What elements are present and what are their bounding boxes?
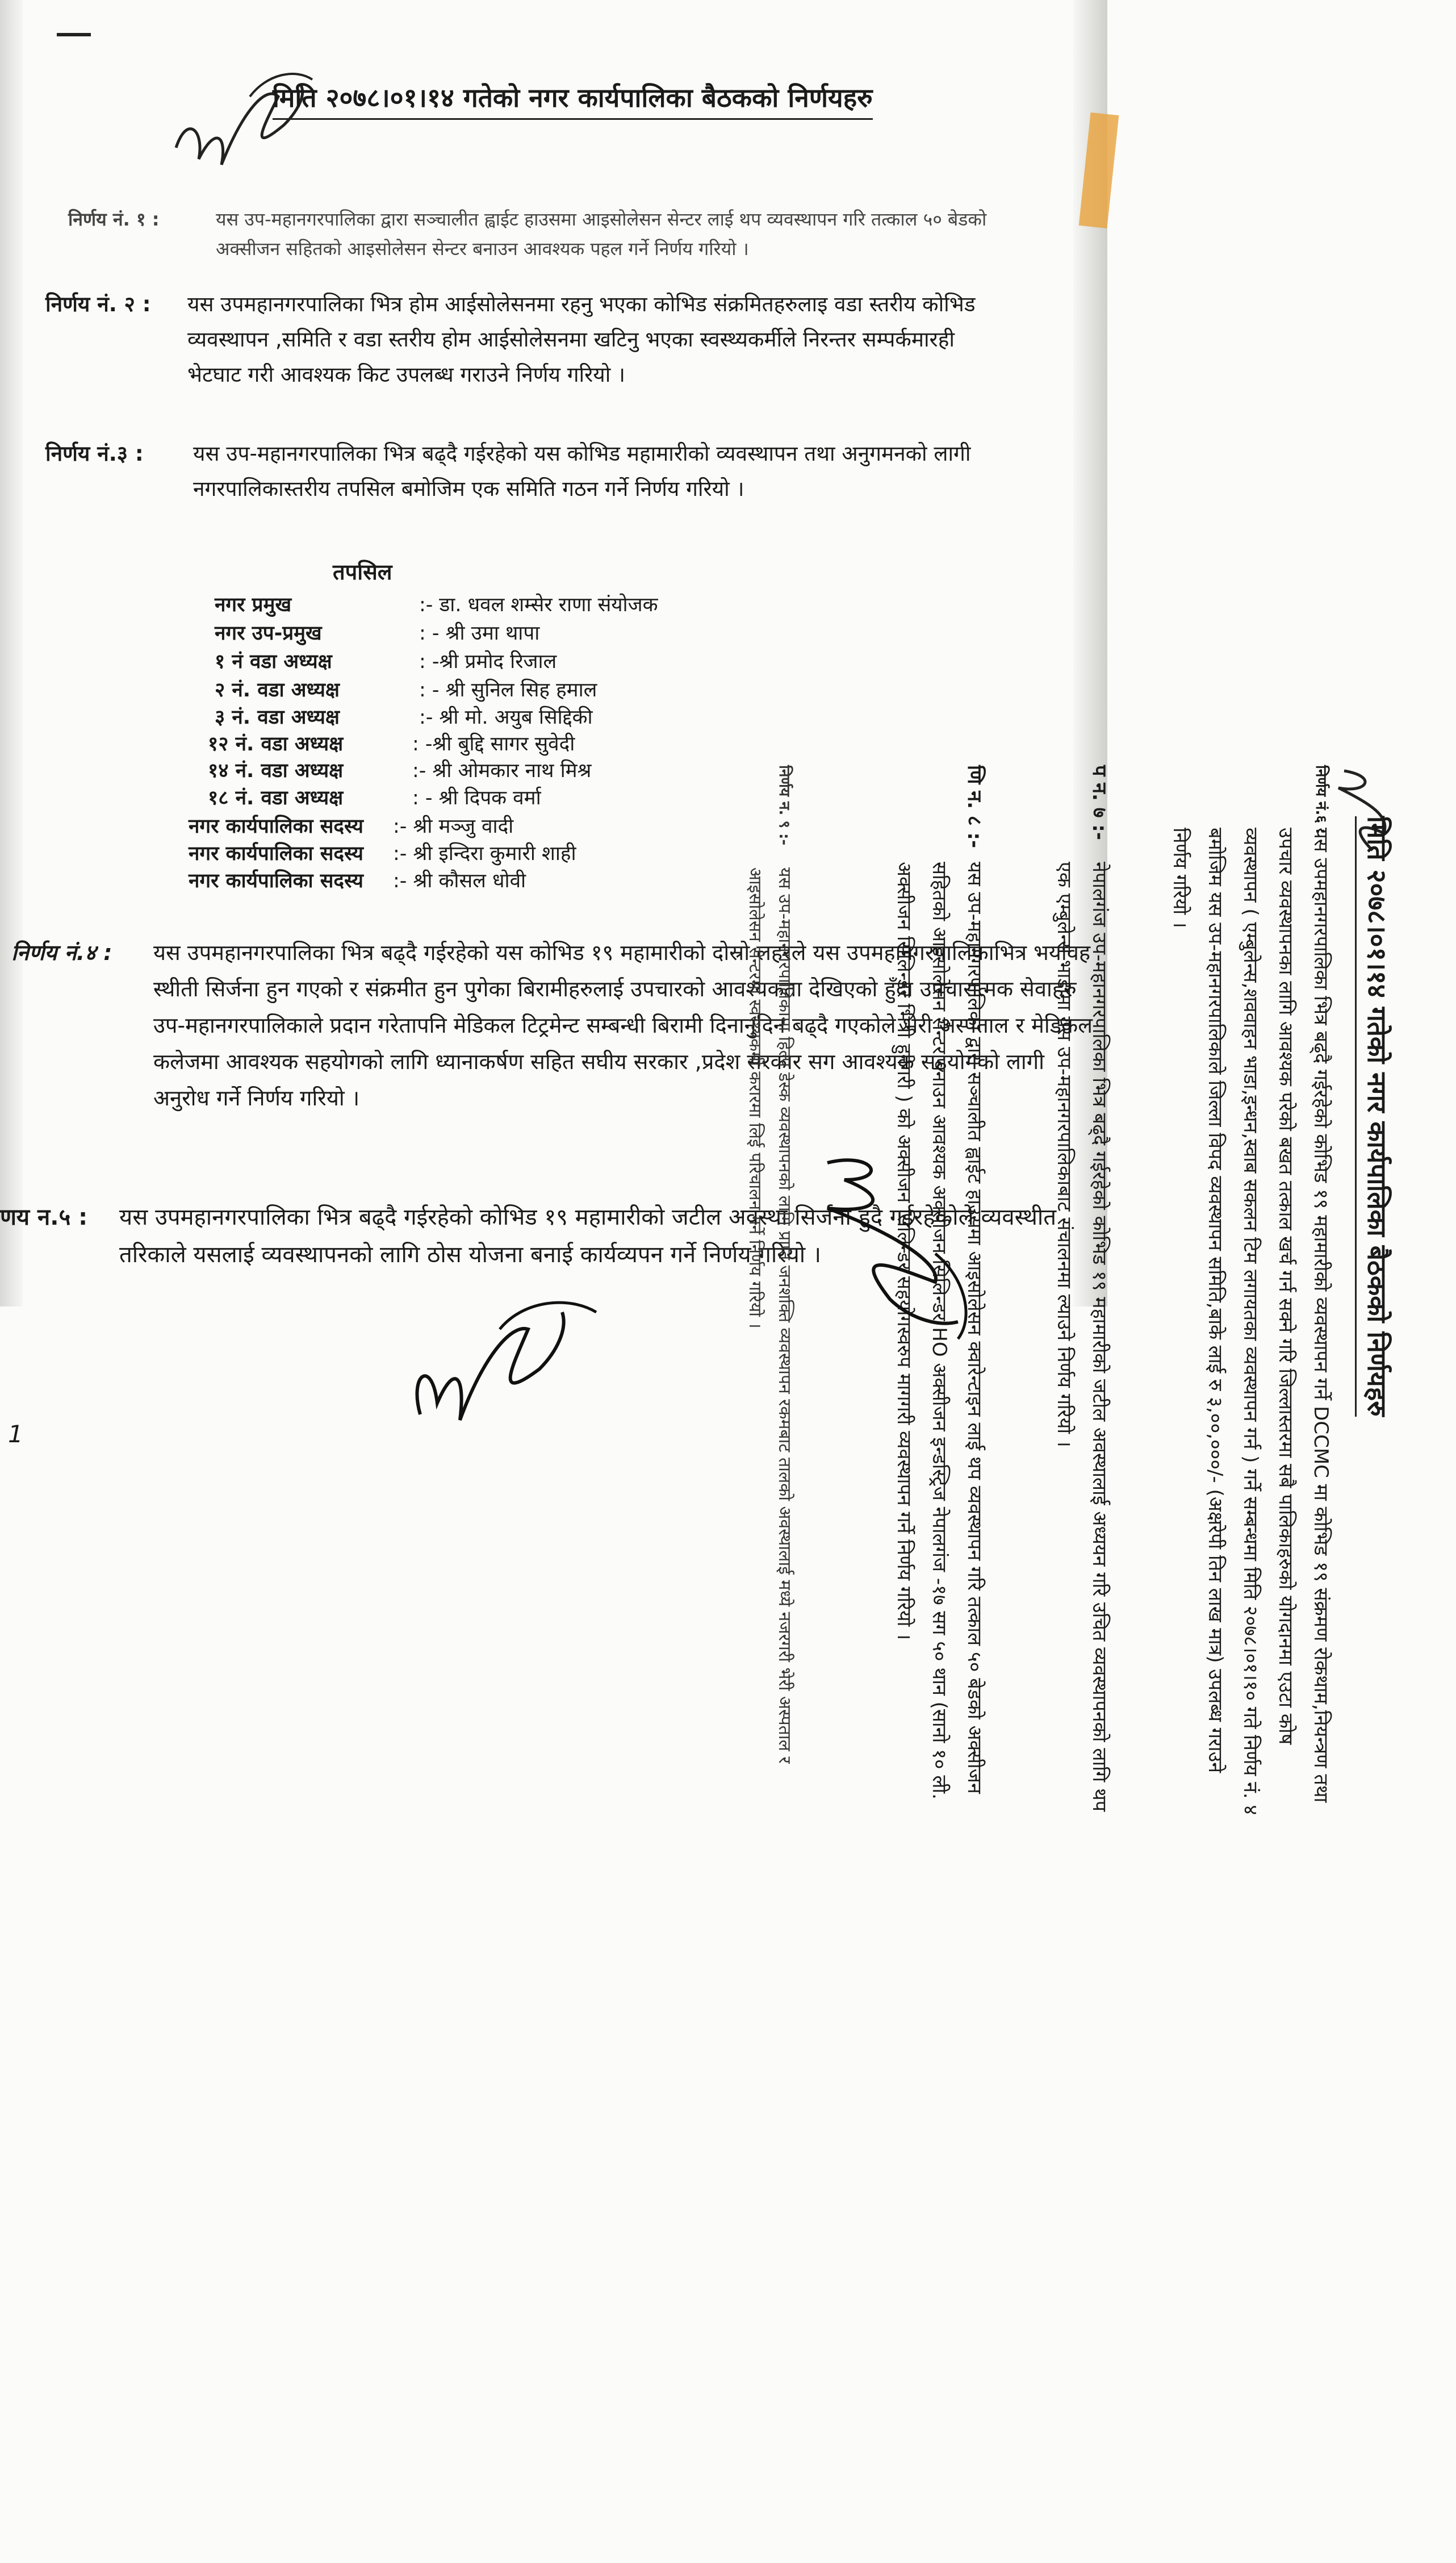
tapsil-role: १८ नं. वडा अध्यक्ष <box>208 787 344 809</box>
tapsil-row <box>215 619 540 646</box>
page-2-rotated <box>663 765 1412 1833</box>
decision-label: निर्णय नं.३ : <box>45 441 144 466</box>
tapsil-row <box>208 757 592 783</box>
tapsil-row <box>215 648 557 674</box>
decision-7 <box>1003 765 1117 1822</box>
decision-text: नेपालगंज उप-महानगरपालिका भित्र बढ्दै गईरहेको कोभिड १९ महामारीको जटील अवस्थालाई अध्ययन गरि उचित व्यवस्थापनको लागि थप एक एम्बुलेन्स भाडामा यस उप-महानगरपालिकाबाट संचालनमा ल्याउने निर्णय गरियो । <box>1053 862 1111 1812</box>
tapsil-row <box>208 784 541 811</box>
decision-label: निर्णय न. ९ :- <box>776 765 793 846</box>
decision-text: यस उपमहानगरपालिका भित्र बढ्दै गईरहेको कोभिड १९ महामारीको जटील अवस्था सिर्जना हुदै गईरहेकोले व्यवस्थीत तरिकाले यसलाई व्यवस्थापनको लागि ठोस योजना बनाई कार्यव्यपन गर्ने निर्णय गरियो । <box>119 1204 1057 1268</box>
decision-text: यस उप-महानगरपालिकामा हिल्प डेस्क व्यवस्थापनको लागि प्राप्त जनशक्ति व्यवस्थापन रकमबाट तालको अवस्थालाई मध्ये नजरगरी भेरी अस्पताल र आइसोलेसन सेन्टरमा स्वस्थ्यकर्मी करारमा लिई परिचालन गर्ने निर्णय गरियो । <box>745 867 794 1764</box>
signature-page1 <box>398 1289 613 1437</box>
tapsil-role: नगर कार्यपालिका सदस्य <box>189 842 363 865</box>
decision-label: निर्णय नं. २ : <box>45 292 151 316</box>
tapsil-member: :- श्री मञ्जु वादी <box>393 815 514 838</box>
tapsil-row <box>189 840 576 866</box>
tapsil-row <box>189 812 514 839</box>
tapsil-member: :- श्री कौसल धोवी <box>393 870 526 892</box>
decision-9 <box>668 765 799 1822</box>
page-title: मिति २०७८।०१।१४ गतेको नगर कार्यपालिका बैठकको निर्णयहरु <box>273 80 873 120</box>
tapsil-role: ३ नं. वडा अध्यक्ष <box>215 706 340 729</box>
tapsil-role: १ नं वडा अध्यक्ष <box>215 650 332 673</box>
tapsil-member: :- श्री मो. अयुब सिद्दिकी <box>419 706 593 729</box>
decision-6 <box>1134 765 1338 1822</box>
decision-label: णय न.५ : <box>0 1204 88 1230</box>
decision-text: यस उपमहानगरपालिका भित्र बढ्दै गईरहेको यस कोभिड १९ महामारीको दोस्रो लहरले यस उपमहानगरपालिकाभित्र भयावह स्थीती सिर्जना हुन गएको र संक्रमीत हुन पुगेका बिरामीहरुलाई उपचारको आवश्यकता देखिएको हुँदा उपचारात्मक सेवाहरु उप-महानगरपालिकाले प्रदान गरेतापनि मेडिकल टिट्रमेन्ट सम्बन्धी बिरामी दिनानुदिन बढ्दै गएकोले भेरी अस्पताल र मेडिकल कलेजमा आवश्यक सहयोगको लागि ध्यानाकर्षण सहित सघीय सरकार ,प्रदेश सरकार सग आवश्यक सहयोगको लागी अनुरोध गर्ने निर्णय गरियो । <box>153 940 1093 1111</box>
tapsil-row <box>215 591 658 617</box>
tapsil-member: : - श्री उमा थापा <box>419 622 540 645</box>
decision-label: निर्णय नं.४ : <box>11 940 112 965</box>
decision-text: यस उप-महानगरपालिका भित्र बढ्दै गईरहेको यस कोभिड महामारीको व्यवस्थापन तथा अनुगमनको लागी नगरपालिकास्तरीय तपसिल बमोजिम एक समिति गठन गर्ने निर्णय गरियो । <box>193 441 971 501</box>
tapsil-row <box>215 703 593 730</box>
decision-3 <box>45 436 1011 539</box>
tapsil-member: : - श्री दिपक वर्मा <box>412 787 541 809</box>
decision-text: यस उप-महानगरपालिका द्वारा सञ्चालीत ह्वाईट हाउसमा आइसोलेसन सेन्टर लाई थप व्यवस्थापन गरि तत्काल ५० बेडको अक्सीजन सहितको आइसोलेसन सेन्टर बनाउन आवश्यक पहल गर्ने निर्णय गरियो । <box>216 208 987 260</box>
decision-label: निर्णय नं. १ : <box>68 208 160 230</box>
tapsil-role: नगर कार्यपालिका सदस्य <box>189 870 363 892</box>
tapsil-role: १४ नं. वडा अध्यक्ष <box>208 759 344 782</box>
tapsil-member: :- श्री इन्दिरा कुमारी शाही <box>393 842 576 865</box>
decision-text: यस उपमहानगरपालिका भित्र बढ्दै गईरहेको कोभिड १९ महामारीको व्यवस्थापन गर्ने DCCMC मा कोभिड १९ संक्रमण रोकथाम,नियन्त्रण तथा उपचार व्यवस्थापनका लागि आवश्यक परेको बखत तत्काल खर्च गर्न सक्ने गरि जिल्लास्तरमा सबै पालिकाहरुको योगदानमा एउटा कोष व्यवस्थापन ( एम्बुलेन्स,शववाहन भाडा,इन्धन,स्वाब सकलन टिम लगायतका व्यवस्थापन गर्न ) गर्ने सम्बन्धमा मिति २०७८।०१।१० गते निर्णय नं. ४ बमोजिम यस उप-महानगरपालिकाले जिल्ला विपद व्यवस्थापन समिति,बाके लाई रु ३,००,०००/- (अक्षरेपी तिन लाख मात्र) उपलब्ध गराउने निर्णय गरियो । <box>1169 828 1332 1815</box>
page-2-title: मिति २०७८।०१।१४ गतेको नगर कार्यपालिका बैठकको निर्णयहरु <box>1355 816 1395 1417</box>
tapsil-heading: तपसिल <box>333 560 392 585</box>
tapsil-role: नगर प्रमुख <box>215 594 292 616</box>
signature-page2 <box>805 1129 986 1345</box>
tapsil-role: २ नं. वडा अध्यक्ष <box>215 679 340 702</box>
tapsil-role: नगर कार्यपालिका सदस्य <box>189 815 363 838</box>
tapsil-row <box>189 867 526 894</box>
decision-label: प न. ७ :- <box>1088 765 1111 840</box>
tapsil-member: :- श्री ओमकार नाथ मिश्र <box>412 759 592 782</box>
tapsil-role: १२ नं. वडा अध्यक्ष <box>208 733 344 755</box>
page-number: 1 <box>8 1420 23 1448</box>
tapsil-member: : - श्री सुनिल सिह हमाल <box>419 679 597 702</box>
decision-label: णि न. ८ :- <box>963 765 986 849</box>
decision-text: यस उप-महानगरपालिका द्वारा सञ्चालीत ह्वाईट हाउसमा आइसोलेसन क्वारेन्टाइन लाई थप व्यवस्थापन गरि तत्काल ५० बेडको अक्सीजन सहितको आइसोलेसन सेन्टर बनाउन आवश्यक अक्सीजन सिलिन्डर HO अक्सीजन इन्डस्ट्रिज नेपालगंज -१७ सग ५० थान (सानो १० ली. अक्सीजन सिलिन्डर भित्री हुनेगरी ) को अक्सीजन सिलिन्डर सहयोगस्वरुप मागगरी व्यवस्थापन गर्ने निर्णय गरियो । <box>893 862 986 1800</box>
tapsil-row <box>215 676 597 703</box>
tapsil-role: नगर उप-प्रमुख <box>215 622 322 645</box>
tapsil-member: : -श्री प्रमोद रिजाल <box>419 650 557 673</box>
tapsil-member: : -श्री बुद्दि सागर सुवेदी <box>412 733 575 755</box>
decision-text: यस उपमहानगरपालिका भित्र होम आईसोलेसनमा रहनु भएका कोभिड संक्रमितहरुलाइ वडा स्तरीय कोभिड व्यवस्थापन ,समिति र वडा स्तरीय होम आईसोलेसनमा खटिनु भएका स्वस्थ्यकर्मीले निरन्तर सम्पर्कमारही भेटघाट गरी आवश्यक किट उपलब्ध गराउने निर्णय गरियो । <box>187 292 976 387</box>
decision-2 <box>45 287 1011 418</box>
tapsil-row <box>208 730 575 757</box>
tapsil-member: :- डा. धवल शम्सेर राणा संयोजक <box>419 594 658 616</box>
decision-label: निर्णय नं.६ : <box>1312 765 1329 834</box>
